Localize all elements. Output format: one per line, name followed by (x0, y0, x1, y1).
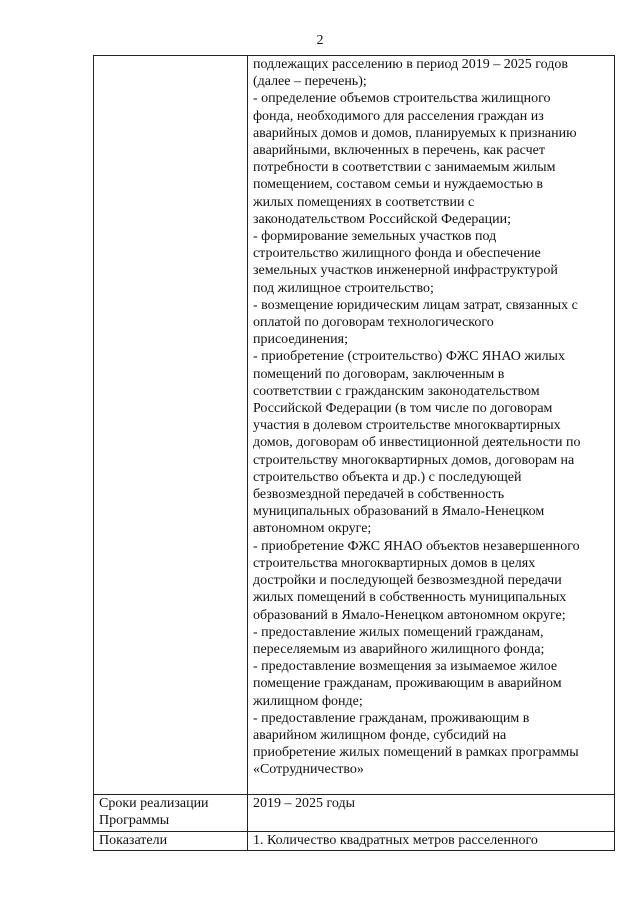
program-passport-table (93, 55, 615, 851)
page-number: 2 (316, 33, 324, 48)
table-row-terms (94, 795, 615, 832)
text-line: под жилищное строительство; (252, 280, 434, 296)
text-line: - возмещение юридическим лицам затрат, связанных с (252, 297, 578, 313)
text-line: жилых помещений в собственность муниципальных (252, 590, 567, 606)
table-row-indicators (94, 832, 615, 851)
table-row-tasks (94, 56, 615, 795)
text-line: жилых помещениях в соответствии с (252, 194, 475, 210)
text-line: законодательством Российской Федерации; (252, 211, 511, 227)
text-line: приобретение жилых помещений в рамках программы (252, 745, 579, 761)
text-line: строительство жилищного фонда и обеспечение (252, 246, 541, 262)
text-line: фонда, необходимого для расселения граждан из (252, 108, 544, 124)
text-line: - определение объемов строительства жилищного (252, 91, 551, 107)
text-line: - предоставление гражданам, проживающим в (252, 710, 530, 726)
text-line: аварийных домов и домов, планируемых к признанию (252, 125, 577, 141)
row-label-indicators (94, 832, 248, 851)
row-content-terms (247, 795, 614, 832)
text-line: подлежащих расселению в период 2019 – 2025 годов (252, 57, 568, 72)
text-line: автономном округе; (252, 521, 372, 537)
text-line: безвозмездной передачей в собственность (252, 487, 505, 503)
text-line: 2019 – 2025 годы (252, 796, 355, 811)
text-line: - предоставление возмещения за изымаемое жилое (252, 659, 558, 675)
text-line: - предоставление жилых помещений гражданам, (252, 624, 544, 640)
text-line: строительству многоквартирных домов, договорам на (252, 452, 575, 468)
text-line: - приобретение (строительство) ФЖС ЯНАО жилых (252, 349, 565, 365)
text-line: помещение гражданам, проживающим в аварийном (252, 676, 562, 692)
text-line: Программы (99, 813, 170, 829)
text-line: потребности в соответствии с занимаемым жилым (252, 160, 556, 176)
text-line: «Сотрудничество» (252, 762, 364, 778)
text-line: оплатой по договорам технологического (252, 315, 494, 331)
text-line: жилищном фонде; (252, 693, 363, 709)
text-line: переселяемым из аварийного жилищного фонда; (252, 641, 545, 657)
text-line: соответствии с гражданским законодательством (252, 383, 540, 399)
row-label-tasks (94, 56, 248, 795)
text-line: участия в долевом строительстве многоквартирных (252, 418, 561, 434)
text-line: Показатели (99, 833, 168, 848)
text-line: строительства многоквартирных домов в целях (252, 555, 536, 571)
text-line: аварийными, включенных в перечень, как расчет (252, 143, 545, 159)
row-content-indicators (247, 832, 614, 851)
text-line: Сроки реализации (99, 796, 209, 811)
text-line: достройки и последующей безвозмездной передачи (252, 573, 562, 589)
text-line: - приобретение ФЖС ЯНАО объектов незавершенного (252, 538, 580, 554)
text-line: аварийном жилищном фонде, субсидий на (252, 727, 507, 743)
row-label-terms (94, 795, 248, 832)
text-line: образований в Ямало-Ненецком автономном округе; (252, 607, 566, 623)
text-line: помещением, составом семьи и нуждаемостью в (252, 177, 544, 193)
text-line: помещений по договорам, заключенным в (252, 366, 505, 382)
text-line: 1. Количество квадратных метров расселенного (252, 833, 538, 848)
text-line: муниципальных образований в Ямало-Ненецком (252, 504, 545, 520)
text-line: домов, договорам об инвестиционной деятельности по (252, 435, 581, 451)
text-line: Российской Федерации (в том числе по договорам (252, 401, 553, 417)
row-content-tasks (247, 56, 614, 795)
text-line: земельных участков инженерной инфраструктурой (252, 263, 558, 279)
text-line: строительство объекта и др.) с последующей (252, 469, 522, 485)
text-line: (далее – перечень); (252, 74, 367, 90)
text-line: - формирование земельных участков под (252, 229, 497, 245)
text-line: присоединения; (252, 332, 348, 348)
